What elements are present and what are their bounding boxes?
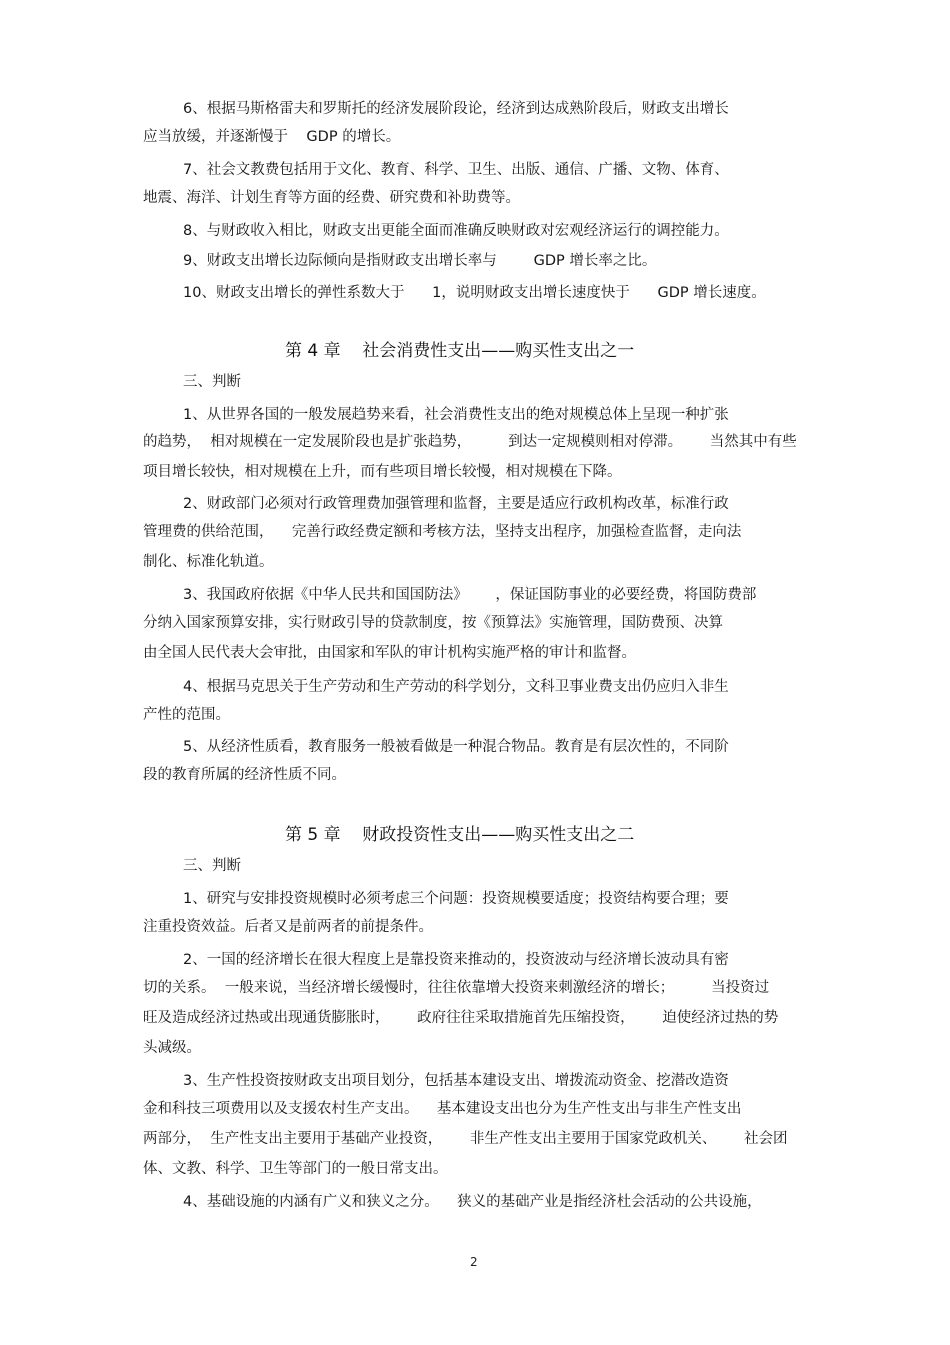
item-line: 应当放缓，并逐渐慢于 GDP 的增长。 xyxy=(143,129,401,145)
ch4-line: 制化、标准化轨道。 xyxy=(143,554,274,570)
ch4-line: 管理费的供给范围， 完善行政经费定额和考核方法，坚持支出程序，加强检查监督，走向法 xyxy=(143,524,742,540)
ch4-line: 5、从经济性质看，教育服务一般被看做是一种混合物品。教育是有层次性的，不同阶 xyxy=(183,739,729,755)
page-number: 2 xyxy=(470,1255,478,1269)
ch4-line: 2、财政部门必须对行政管理费加强管理和监督，主要是适应行政机构改革，标准行政 xyxy=(183,496,729,512)
item-line: 9、财政支出增长边际倾向是指财政支出增长率与 GDP 增长率之比。 xyxy=(183,253,657,269)
ch4-line: 分纳入国家预算安排，实行财政引导的贷款制度，按《预算法》实施管理，国防费预、决算 xyxy=(143,615,723,631)
item-line: 8、与财政收入相比，财政支出更能全面而准确反映财政对宏观经济运行的调控能力。 xyxy=(183,223,729,239)
ch5-line: 头减级。 xyxy=(143,1040,201,1056)
ch5-line: 1、研究与安排投资规模时必须考虑三个问题：投资规模要适度；投资结构要合理；要 xyxy=(183,891,729,907)
ch5-line: 金和科技三项费用以及支援农村生产支出。 基本建设支出也分为生产性支出与非生产性支出 xyxy=(143,1101,742,1117)
chapter-5-heading: 第 5 章 财政投资性支出——购买性支出之二 xyxy=(285,825,635,845)
ch4-line: 项目增长较快，相对规模在上升，而有些项目增长较慢，相对规模在下降。 xyxy=(143,464,622,480)
item-line: 6、根据马斯格雷夫和罗斯托的经济发展阶段论，经济到达成熟阶段后，财政支出增长 xyxy=(183,101,729,117)
ch5-line: 体、文教、科学、卫生等部门的一般日常支出。 xyxy=(143,1161,448,1177)
ch5-line: 3、生产性投资按财政支出项目划分，包括基本建设支出、增拨流动资金、挖潜改造资 xyxy=(183,1073,729,1089)
item-line: 10、财政支出增长的弹性系数大于 1，说明财政支出增长速度快于 GDP 增长速度。 xyxy=(183,285,766,301)
chapter-5-section-label: 三、判断 xyxy=(183,858,241,874)
ch5-line: 注重投资效益。后者又是前两者的前提条件。 xyxy=(143,919,433,935)
ch5-line: 两部分， 生产性支出主要用于基础产业投资， 非生产性支出主要用于国家党政机关、 社会团 xyxy=(143,1131,788,1147)
chapter-4-heading: 第 4 章 社会消费性支出——购买性支出之一 xyxy=(285,341,635,361)
ch5-line: 2、一国的经济增长在很大程度上是靠投资来推动的，投资波动与经济增长波动具有密 xyxy=(183,952,729,968)
ch4-line: 3、我国政府依据《中华人民共和国国防法》 ，保证国防事业的必要经费，将国防费部 xyxy=(183,587,757,603)
chapter-4-section-label: 三、判断 xyxy=(183,374,241,390)
ch5-line: 4、基础设施的内涵有广义和狭义之分。 狭义的基础产业是指经济杜会活动的公共设施， xyxy=(183,1194,762,1210)
ch5-line: 旺及造成经济过热或出现通货膨胀时， 政府往往采取措施首先压缩投资， 迫使经济过热的势 xyxy=(143,1010,779,1026)
item-line: 7、社会文教费包括用于文化、教育、科学、卫生、出版、通信、广播、文物、体育、 xyxy=(183,162,729,178)
ch4-line: 产性的范围。 xyxy=(143,707,230,723)
ch5-line: 切的关系。 一般来说，当经济增长缓慢时，往往依靠增大投资来刺激经济的增长； 当投资过 xyxy=(143,980,770,996)
ch4-line: 的趋势， 相对规模在一定发展阶段也是扩张趋势， 到达一定规模则相对停滞。 当然其中有些 xyxy=(143,434,797,450)
item-line: 地震、海洋、计划生育等方面的经费、研究费和补助费等。 xyxy=(143,190,520,206)
ch4-line: 由全国人民代表大会审批，由国家和军队的审计机构实施严格的审计和监督。 xyxy=(143,645,636,661)
ch4-line: 4、根据马克思关于生产劳动和生产劳动的科学划分，文科卫事业费支出仍应归入非生 xyxy=(183,679,729,695)
ch4-line: 段的教育所属的经济性质不同。 xyxy=(143,767,346,783)
ch4-line: 1、从世界各国的一般发展趋势来看，社会消费性支出的绝对规模总体上呈现一种扩张 xyxy=(183,407,729,423)
